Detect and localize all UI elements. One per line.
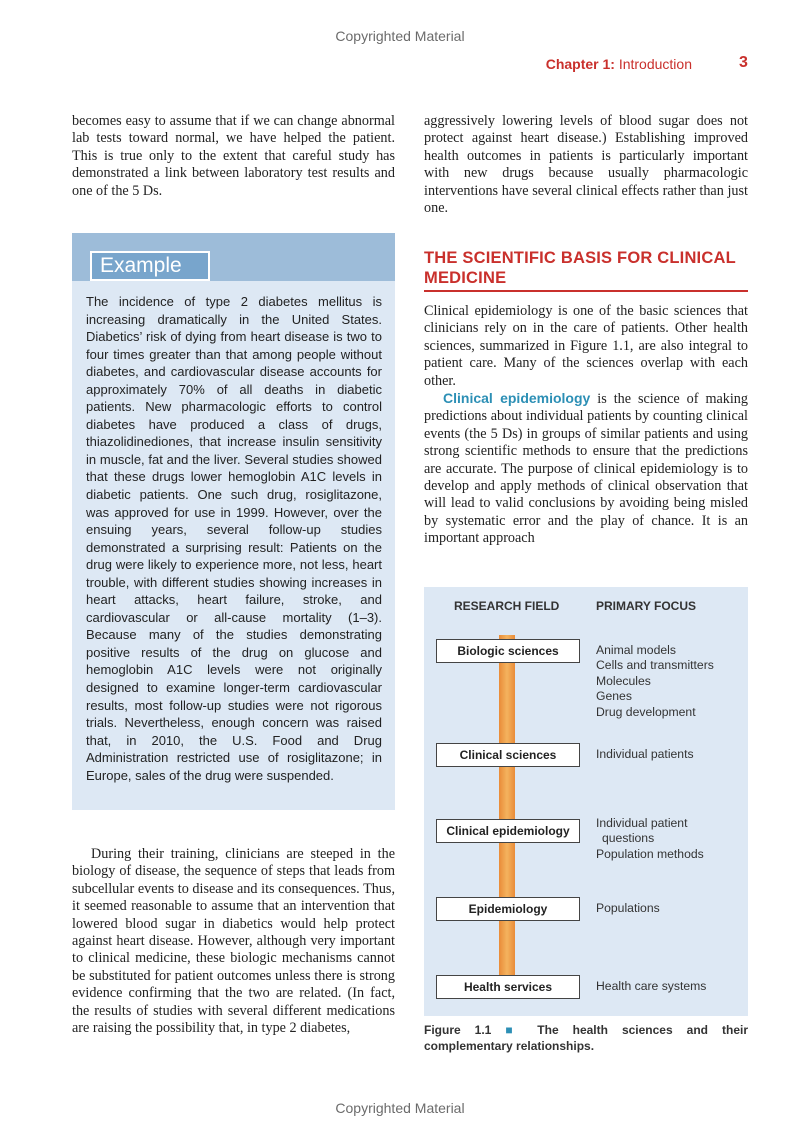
field-biologic-sciences: Biologic sciences	[436, 639, 580, 663]
section-divider	[424, 290, 748, 292]
focus-item: Individual patients	[596, 747, 694, 761]
example-label: Example	[90, 251, 210, 281]
research-field-header: RESEARCH FIELD	[454, 599, 560, 613]
copyright-watermark-bottom: Copyrighted Material	[335, 1100, 465, 1116]
focus-clinical-epidemiology	[596, 816, 744, 862]
focus-item: Molecules	[596, 673, 651, 688]
field-clinical-epidemiology: Clinical epidemiology	[436, 819, 580, 843]
section-paragraph-1: Clinical epidemiology is one of the basic sciences that clinicians rely on in the care of patients. Other health sciences, summarized in Figure 1.1, are also integral to patient care. Many of the sciences overlap with each other.	[424, 303, 748, 389]
connector-bar	[499, 635, 515, 987]
term-clinical-epidemiology: Clinical epidemiology	[443, 390, 591, 406]
example-box	[72, 233, 395, 810]
field-health-services: Health services	[436, 975, 580, 999]
left-top-paragraph: becomes easy to assume that if we can change abnormal lab tests toward normal, we have helped the patient. This is true only to the extent that careful study has demonstrated a link between laboratory test results and one of the 5 Ds.	[72, 113, 395, 199]
field-clinical-sciences: Clinical sciences	[436, 743, 580, 767]
focus-item: Individual patient	[596, 816, 688, 830]
left-bottom-paragraph: During their training, clinicians are steeped in the biology of disease, the sequence of steps that leads from subcellular events to disease and its consequences. Thus, it seemed reasonable to assume that an intervention that lowered blood sugar in diabetics would help protect against heart disease. However, although very important to clinical medicine, these biologic mechanisms cannot be substituted for patient outcomes unless there is strong evidence confirming that the two are related. (In fact, the results of studies with several different medications are raising the possibility that, in type 2 diabetes,	[72, 846, 395, 1037]
focus-item: Genes	[596, 689, 632, 704]
focus-clinical-sciences	[596, 747, 744, 762]
section-heading: THE SCIENTIFIC BASIS FOR CLINICAL MEDICINE	[424, 249, 736, 287]
page-number: 3	[739, 54, 748, 71]
right-top-paragraph: aggressively lowering levels of blood sugar does not protect against heart disease.) Establishing improved health outcomes in patients is particularly important with new drugs because usually pharmacologic interventions have several clinical effects rather than just one.	[424, 113, 748, 217]
focus-item: questions	[602, 831, 655, 846]
focus-item: Animal models	[596, 643, 676, 657]
focus-epidemiology	[596, 901, 744, 916]
caption-label: Figure 1.1	[424, 1023, 492, 1037]
focus-item: Health care systems	[596, 979, 707, 993]
field-epidemiology: Epidemiology	[436, 897, 580, 921]
copyright-watermark-top: Copyrighted Material	[335, 28, 465, 44]
running-head-title: Introduction	[618, 56, 692, 72]
section-paragraph-2	[424, 390, 748, 548]
caption-marker-icon: ■	[505, 1023, 524, 1037]
focus-item: Populations	[596, 901, 660, 915]
example-text: The incidence of type 2 diabetes mellitus is increasing dramatically in the United States. Diabetics’ risk of dying from heart disease is two to four times greater than that among people without diabetes, and cardiovascular disease accounts for approximately 70% of all deaths in diabetic patients. New pharmacologic efforts to control diabetes have produced a class of drugs, thiazolidinediones, that increase insulin sensitivity in muscle, fat and the liver. Several studies showed that these drugs lower hemoglobin A1C levels in diabetic patients. One such drug, rosiglitazone, was approved for use in 1999. However, over the ensuing years, several follow-up studies demonstrated a surprising result: Patients on the drug were likely to experience more, not less, heart trouble, with different studies showing increases in heart attacks, heart failure, stroke, and cardiovascular or all-cause mortality (1–3). Because many of the studies demonstrating positive results of the drug on glucose and hemoglobin A1C levels were not originally designed to examine longer-term cardiovascular results, most follow-up studies were not rigorous trials. Nevertheless, enough concern was raised that, in 2010, the U.S. Food and Drug Administration restricted use of rosiglitazone; in Europe, sales of the drug were suspended.	[86, 294, 382, 783]
focus-item: Drug development	[596, 704, 696, 719]
figure-1-1	[424, 587, 748, 1016]
focus-item: Cells and transmitters	[596, 658, 714, 673]
focus-biologic-sciences	[596, 643, 744, 720]
primary-focus-header: PRIMARY FOCUS	[596, 599, 697, 613]
figure-caption	[424, 1022, 748, 1054]
focus-health-services	[596, 979, 744, 994]
caption-text: The health sciences and their complementary relationships.	[424, 1023, 748, 1053]
section-paragraph-2-text: is the science of making predictions about individual patients by counting clinical events (the 5 Ds) in groups of similar patients and using strong scientific methods to ensure that the predictions are accurate. The purpose of clinical epidemiology is to develop and apply methods of clinical observation that will lead to valid conclusions by avoiding being misled by systematic error and the play of chance. It is an important approach	[424, 391, 748, 547]
running-head	[546, 56, 692, 72]
running-head-chapter: Chapter 1:	[545, 56, 615, 72]
focus-item: Population methods	[596, 846, 704, 861]
